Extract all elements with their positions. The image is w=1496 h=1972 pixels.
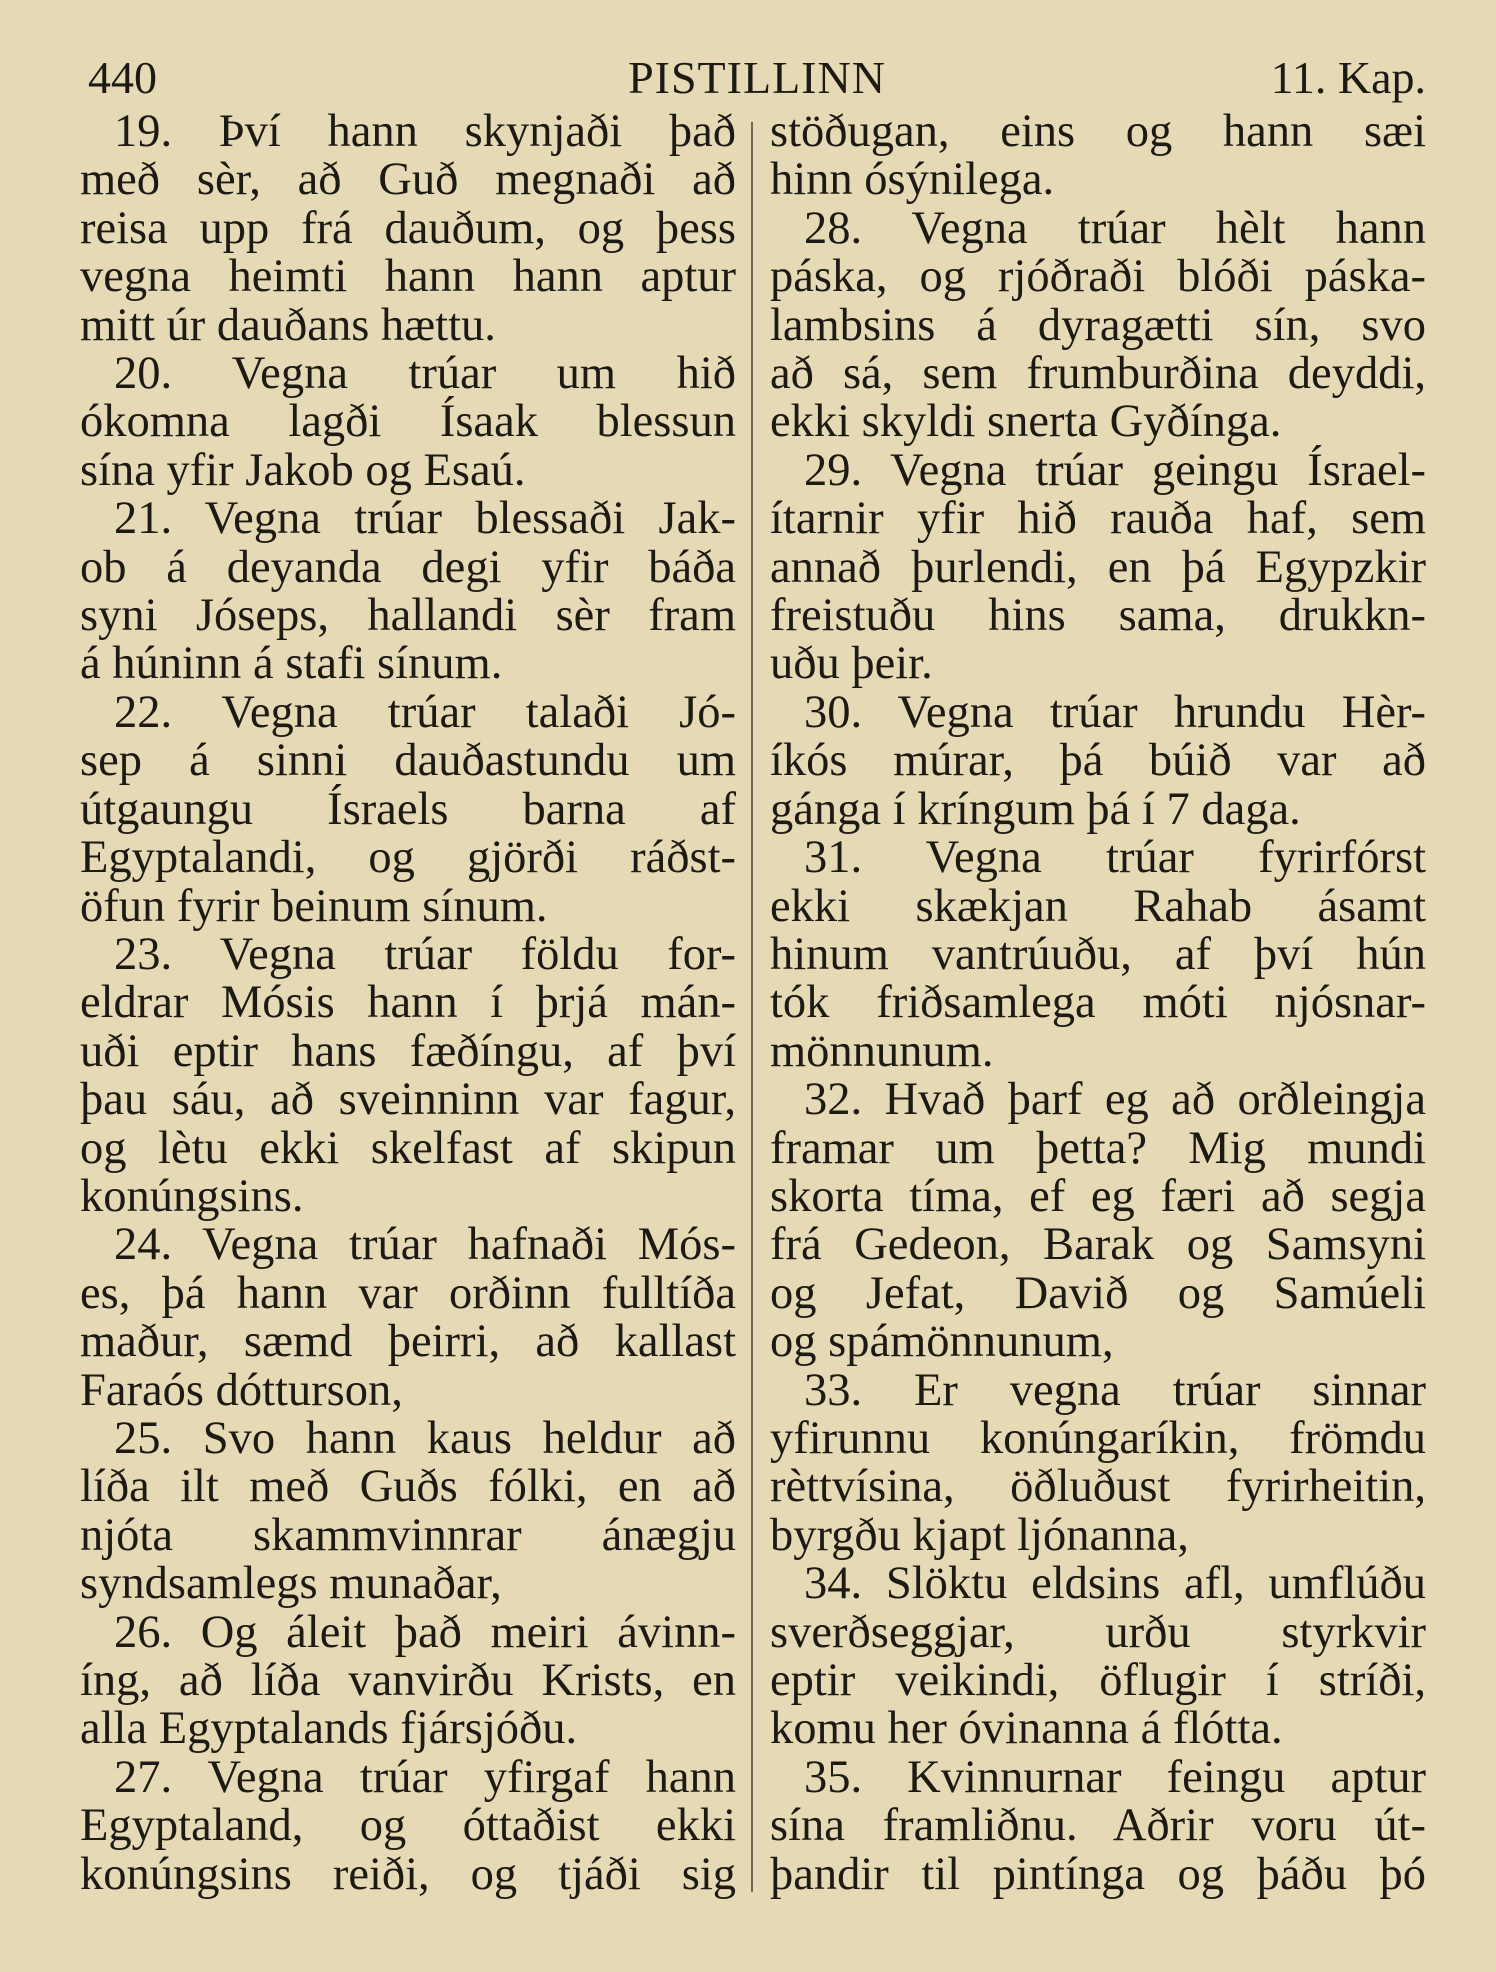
text-line: frá Gedeon, Barak og Samsyni — [770, 1219, 1426, 1271]
text-line: mitt úr dauðans hættu. — [80, 299, 496, 351]
verse-paragraph — [770, 1560, 1426, 1754]
verse-paragraph — [80, 495, 736, 689]
text-line: alla Egyptalands fjársjóðu. — [80, 1703, 578, 1755]
text-line: 22. Vegna trúar talaði Jó- — [114, 686, 736, 738]
text-line: Faraós dótturson, — [80, 1364, 403, 1416]
text-line: sína yfir Jakob og Esaú. — [80, 444, 526, 496]
verse-paragraph — [80, 1751, 736, 1900]
text-line: 19. Því hann skynjaði það — [114, 106, 736, 157]
text-line: 34. Slöktu eldsins afl, umflúðu — [804, 1558, 1426, 1610]
text-line: konúngsins reiði, og tjáði sig — [80, 1848, 736, 1900]
text-line: íkós múrar, þá búið var að — [770, 735, 1426, 787]
text-line: 26. Og áleit það meiri ávinn- — [114, 1606, 736, 1658]
text-line: öfun fyrir beinum sínum. — [80, 880, 548, 932]
running-title: PISTILLINN — [628, 52, 886, 103]
verse-paragraph — [80, 350, 736, 495]
verse-paragraph — [770, 108, 1426, 205]
text-line: hinn ósýnilega. — [770, 154, 1055, 206]
verse-paragraph — [80, 1606, 736, 1755]
text-line: ókomna lagði Ísaak blessun — [80, 396, 736, 448]
text-line: sverðseggjar, urðu styrkvir — [770, 1606, 1426, 1658]
text-line: útgaungu Ísraels barna af — [80, 783, 736, 835]
text-line: rèttvísina, öðluðust fyrirheitin, — [770, 1461, 1426, 1513]
text-line: eptir veikindi, öflugir í stríði, — [770, 1655, 1426, 1706]
text-line: stöðugan, eins og hann sæi — [770, 106, 1426, 157]
verse-paragraph — [770, 1364, 1426, 1561]
text-line: 21. Vegna trúar blessaði Jak- — [114, 493, 736, 545]
text-line: syni Jóseps, hallandi sèr fram — [80, 590, 736, 642]
text-line: es, þá hann var orðinn fulltíða — [80, 1267, 736, 1319]
text-line: reisa upp frá dauðum, og þess — [80, 202, 736, 254]
text-line: og spámönnunum, — [770, 1316, 1114, 1368]
text-line: ob á deyanda degi yfir báða — [80, 541, 736, 593]
text-line: 23. Vegna trúar földu for- — [114, 928, 736, 980]
text-line: Egyptaland, og óttaðist ekki — [80, 1800, 736, 1852]
text-line: maður, sæmd þeirri, að kallast — [80, 1316, 736, 1368]
text-line: þandir til pintínga og þáðu þó — [770, 1848, 1426, 1900]
text-line: 35. Kvinnurnar feingu aptur — [804, 1751, 1426, 1803]
text-line: með sèr, að Guð megnaði að — [80, 154, 736, 206]
text-line: mönnunum. — [770, 1025, 994, 1077]
text-line: eldrar Mósis hann í þrjá mán- — [80, 977, 736, 1029]
text-line: íng, að líða vanvirðu Krists, en — [80, 1655, 736, 1706]
text-line: 20. Vegna trúar um hið — [114, 348, 736, 400]
text-line: á húninn á stafi sínum. — [80, 638, 503, 690]
text-line: sína framliðnu. Aðrir voru út- — [770, 1800, 1426, 1852]
text-line: annað þurlendi, en þá Egypzkir — [770, 541, 1426, 593]
text-line: tók friðsamlega móti njósnar- — [770, 977, 1426, 1029]
text-line: 24. Vegna trúar hafnaði Mós- — [114, 1219, 736, 1271]
text-line: og lètu ekki skelfast af skipun — [80, 1122, 736, 1174]
verse-paragraph — [770, 1076, 1426, 1366]
text-line: gánga í kríngum þá í 7 daga. — [770, 783, 1301, 835]
verse-paragraph — [80, 928, 736, 1222]
text-line: 29. Vegna trúar geingu Ísrael- — [804, 444, 1426, 496]
text-line: hinum vantrúuðu, af því hún — [770, 928, 1426, 980]
text-line: vegna heimti hann hann aptur — [80, 251, 736, 303]
verse-paragraph — [770, 1751, 1426, 1900]
text-line: ítarnir yfir hið rauða haf, sem — [770, 493, 1426, 545]
right-column — [770, 108, 1426, 1899]
text-line: líða ilt með Guðs fólki, en að — [80, 1461, 736, 1513]
chapter-label: 11. Kap. — [1270, 52, 1426, 103]
text-line: komu her óvinanna á flótta. — [770, 1703, 1283, 1755]
text-line: ekki skækjan Rahab ásamt — [770, 880, 1426, 932]
text-line: njóta skammvinnrar ánægju — [80, 1509, 736, 1561]
text-line: sep á sinni dauðastundu um — [80, 735, 736, 787]
text-line: 28. Vegna trúar hèlt hann — [804, 202, 1426, 254]
verse-paragraph — [770, 202, 1426, 448]
left-column — [80, 108, 736, 1899]
text-line: uðu þeir. — [770, 638, 933, 690]
text-line: 27. Vegna trúar yfirgaf hann — [114, 1751, 736, 1803]
text-line: syndsamlegs munaðar, — [80, 1558, 502, 1610]
text-line: konúngsins. — [80, 1170, 304, 1222]
text-line: að sá, sem frumburðina deyddi, — [770, 348, 1426, 400]
verse-paragraph — [80, 1221, 736, 1415]
text-line: uði eptir hans fæðíngu, af því — [80, 1025, 736, 1077]
column-divider — [751, 122, 753, 1892]
text-line: 30. Vegna trúar hrundu Hèr- — [804, 686, 1426, 738]
text-line: yfirunnu konúngaríkin, frömdu — [770, 1412, 1426, 1464]
text-line: framar um þetta? Mig mundi — [770, 1122, 1426, 1174]
text-line: lambsins á dyragætti sín, svo — [770, 299, 1426, 351]
text-line: ekki skyldi snerta Gyðínga. — [770, 396, 1282, 448]
page-header — [88, 48, 1426, 108]
verse-paragraph — [80, 686, 736, 932]
verse-paragraph — [770, 444, 1426, 690]
text-line: 31. Vegna trúar fyrirfórst — [804, 832, 1426, 884]
page-number: 440 — [88, 52, 157, 103]
verse-paragraph — [80, 108, 736, 350]
text-line: þau sáu, að sveinninn var fagur, — [80, 1074, 736, 1126]
text-line: skorta tíma, ef eg færi að segja — [770, 1170, 1426, 1222]
verse-paragraph — [770, 686, 1426, 835]
text-line: 32. Hvað þarf eg að orðleingja — [804, 1074, 1426, 1126]
text-line: 25. Svo hann kaus heldur að — [114, 1412, 736, 1464]
text-line: 33. Er vegna trúar sinnar — [804, 1364, 1426, 1416]
verse-paragraph — [80, 1412, 736, 1610]
text-line: og Jefat, Davið og Samúeli — [770, 1267, 1426, 1319]
text-line: páska, og rjóðraði blóði páska- — [770, 251, 1426, 303]
verse-paragraph — [770, 834, 1426, 1076]
text-line: freistuðu hins sama, drukkn- — [770, 590, 1426, 642]
text-line: byrgðu kjapt ljónanna, — [770, 1509, 1189, 1561]
text-line: Egyptalandi, og gjörði ráðst- — [80, 832, 736, 884]
